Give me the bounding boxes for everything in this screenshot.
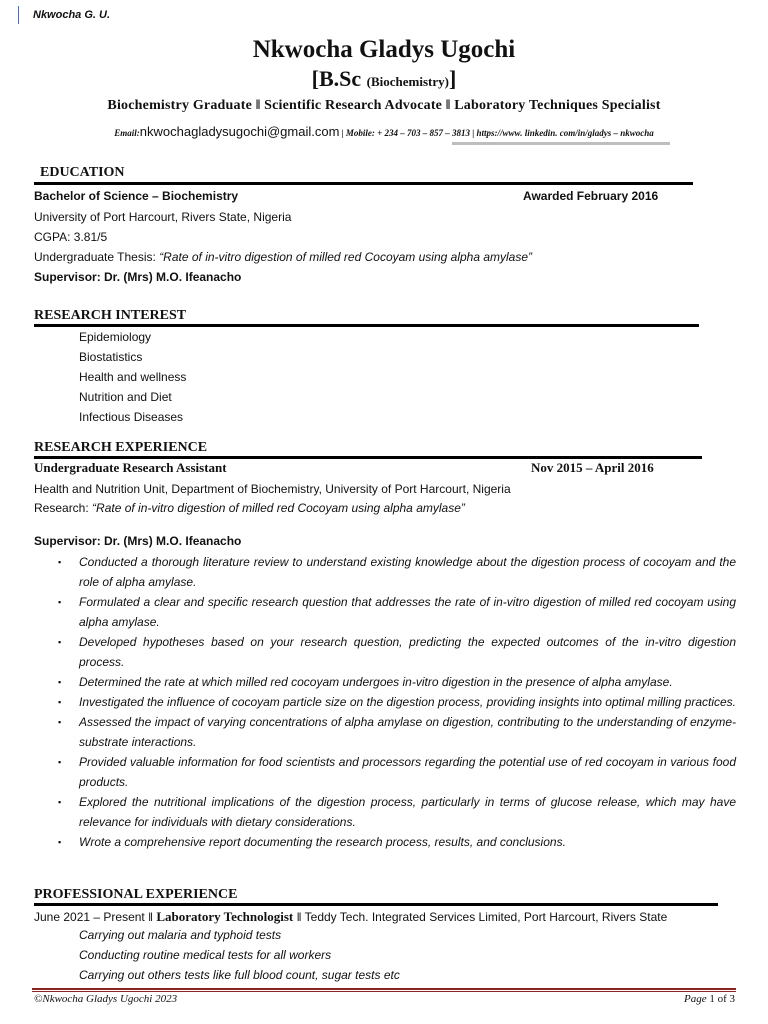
interest-item: Biostatistics xyxy=(79,350,143,364)
bullet-icon: ▪ xyxy=(58,557,62,567)
education-university: University of Port Harcourt, Rivers State, Nigeria xyxy=(34,210,292,224)
footer-page-number xyxy=(684,993,735,1005)
degree-line xyxy=(0,66,768,92)
degree-close: ] xyxy=(448,66,457,91)
email-label: Email: xyxy=(114,128,140,138)
education-awarded: Awarded February 2016 xyxy=(523,189,659,203)
footer-copyright: ©Nkwocha Gladys Ugochi 2023 xyxy=(34,993,178,1005)
bullet-text: Explored the nutritional implications of the digestion process, particularly in terms of glucose release, which may have relevance for individuals with dietary considerations. xyxy=(79,795,736,829)
list-item xyxy=(56,712,736,752)
list-item xyxy=(56,672,736,692)
page-label: Page xyxy=(683,993,707,1005)
research-supervisor: Supervisor: Dr. (Mrs) M.O. Ifeanacho xyxy=(34,534,242,548)
footer-rule-thin xyxy=(32,991,736,992)
list-item xyxy=(56,752,736,792)
bullet-icon: ▪ xyxy=(58,637,62,647)
research-dates: Nov 2015 – April 2016 xyxy=(531,460,654,475)
bullet-text: Investigated the influence of cocoyam particle size on the digestion process, providing insights into optimal milling practices. xyxy=(79,695,737,709)
mobile-linkedin: | Mobile: + 234 – 703 – 857 – 3813 | https://www. linkedin. com/in/gladys – nkwocha xyxy=(339,128,654,138)
candidate-name: Nkwocha Gladys Ugochi xyxy=(252,36,516,63)
bullet-text: Provided valuable information for food scientists and processors regarding the potential use of red cocoyam in various food products. xyxy=(79,755,736,789)
professional-tagline: Biochemistry Graduate ‖ Scientific Research Advocate ‖ Laboratory Techniques Specialist xyxy=(107,98,661,113)
education-thesis xyxy=(34,250,532,264)
bullet-text: Formulated a clear and specific research question that addresses the rate of in-vitro digestion of milled red cocoyam using alpha amylase. xyxy=(79,595,736,629)
bullet-icon: ▪ xyxy=(58,597,62,607)
thesis-label: Undergraduate Thesis: xyxy=(34,250,160,264)
page-count: 1 of 3 xyxy=(706,993,735,1005)
header-margin-bar xyxy=(18,6,19,24)
research-bullet-list xyxy=(56,552,736,852)
research-role: Undergraduate Research Assistant xyxy=(34,460,227,475)
linkedin-underline xyxy=(452,142,670,145)
bullet-icon: ▪ xyxy=(58,797,62,807)
job-duty: Carrying out others tests like full blood count, sugar tests etc xyxy=(79,968,400,982)
footer-rule xyxy=(32,988,736,990)
thesis-title: “Rate of in-vitro digestion of milled red Cocoyam using alpha amylase” xyxy=(159,250,533,264)
list-item xyxy=(56,592,736,632)
list-item xyxy=(56,692,736,712)
education-rule xyxy=(34,182,693,185)
research-topic xyxy=(34,501,465,515)
bullet-text: Determined the rate at which milled red cocoyam undergoes in-vitro digestion in the presence of alpha amylase. xyxy=(79,675,673,689)
bullet-icon: ▪ xyxy=(58,697,62,707)
bullet-icon: ▪ xyxy=(58,837,62,847)
professional-experience-rule xyxy=(34,903,718,906)
job-line xyxy=(34,909,667,925)
interest-item: Infectious Diseases xyxy=(79,410,184,424)
degree-field: (Biochemistry) xyxy=(366,74,449,89)
research-label: Research: xyxy=(34,501,93,515)
job-role: Laboratory Technologist xyxy=(156,909,294,924)
list-item xyxy=(56,552,736,592)
job-duty: Conducting routine medical tests for all workers xyxy=(79,948,332,962)
research-interest-rule xyxy=(34,324,699,327)
education-cgpa: CGPA: 3.81/5 xyxy=(34,230,108,244)
research-experience-rule xyxy=(34,456,702,459)
interest-item: Health and wellness xyxy=(79,370,187,384)
bullet-text: Assessed the impact of varying concentrations of alpha amylase on digestion, contributing to the understanding of enzyme-substrate interactions. xyxy=(79,715,736,749)
research-unit: Health and Nutrition Unit, Department of Biochemistry, University of Port Harcourt, Nigeria xyxy=(34,482,511,496)
education-supervisor: Supervisor: Dr. (Mrs) M.O. Ifeanacho xyxy=(34,270,242,284)
interest-item: Epidemiology xyxy=(79,330,152,344)
professional-experience-heading: PROFESSIONAL EXPERIENCE xyxy=(34,887,238,902)
job-company: ‖ Teddy Tech. Integrated Services Limited, Port Harcourt, Rivers State xyxy=(293,910,668,924)
bullet-text: Wrote a comprehensive report documenting the research process, results, and conclusions. xyxy=(79,835,566,849)
research-experience-heading: RESEARCH EXPERIENCE xyxy=(34,440,208,455)
contact-line xyxy=(0,124,768,139)
research-interest-heading: RESEARCH INTEREST xyxy=(34,308,187,323)
running-header-name: Nkwocha G. U. xyxy=(33,9,111,21)
job-dates: June 2021 – Present ‖ xyxy=(34,910,157,924)
degree-open: [B.Sc xyxy=(311,66,367,91)
bullet-text: Developed hypotheses based on your research question, predicting the expected outcomes of the in-vitro digestion process. xyxy=(79,635,736,669)
list-item xyxy=(56,832,736,852)
list-item xyxy=(56,632,736,672)
bullet-icon: ▪ xyxy=(58,757,62,767)
job-duty: Carrying out malaria and typhoid tests xyxy=(79,928,282,942)
bullet-text: Conducted a thorough literature review to understand existing knowledge about the digestion process of cocoyam and the role of alpha amylase. xyxy=(79,555,736,589)
education-degree: Bachelor of Science – Biochemistry xyxy=(34,189,239,203)
email-link[interactable]: nkwochagladysugochi@gmail.com xyxy=(139,124,340,139)
bullet-icon: ▪ xyxy=(58,677,62,687)
interest-item: Nutrition and Diet xyxy=(79,390,172,404)
running-header xyxy=(18,6,110,24)
research-title: “Rate of in-vitro digestion of milled red Cocoyam using alpha amylase” xyxy=(92,501,465,515)
bullet-icon: ▪ xyxy=(58,717,62,727)
list-item xyxy=(56,792,736,832)
education-heading: EDUCATION xyxy=(40,165,125,180)
